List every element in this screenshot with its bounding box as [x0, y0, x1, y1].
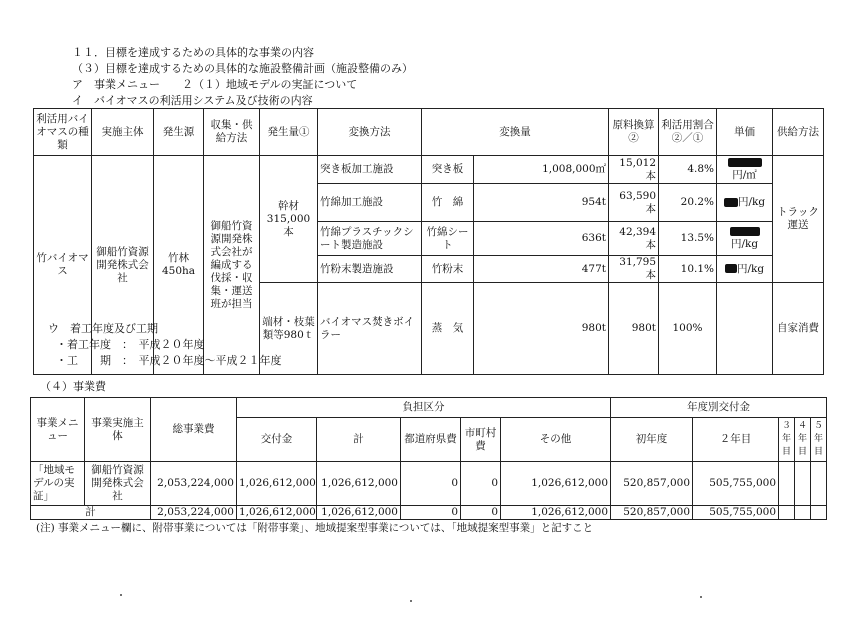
total-label: 計 — [31, 506, 151, 520]
header-conversion: 変換量 — [422, 109, 609, 156]
row5-method: バイオマス焚きボイラー — [318, 283, 422, 375]
row2-method: 竹綿加工施設 — [318, 184, 422, 222]
total-fifth — [811, 506, 827, 520]
header-first: 初年度 — [611, 418, 693, 462]
schedule-start: ・着工年度 ： 平成２０年度 — [56, 338, 205, 351]
cell-supply: トラック運送 — [773, 156, 824, 283]
header-sum: 計 — [317, 418, 401, 462]
row4-raw: 31,795本 — [609, 256, 659, 283]
header-yearly: 年度別交付金 — [611, 398, 827, 418]
header-line-3: ア 事業メニュー ２（１）地域モデルの実証について — [72, 78, 358, 91]
total-city: 0 — [461, 506, 501, 520]
scan-speck — [700, 596, 702, 598]
row2-qty: 954t — [474, 184, 609, 222]
header-line-2: （３）目標を達成するための具体的な施設整備計画（施設整備のみ） — [72, 62, 413, 75]
row-pref: 0 — [401, 462, 461, 506]
row2-product: 竹 綿 — [422, 184, 474, 222]
row5-product: 蒸 気 — [422, 283, 474, 375]
header-supply: 供給方法 — [773, 109, 824, 156]
header-method: 変換方法 — [318, 109, 422, 156]
redaction-mark — [725, 264, 737, 273]
row5-price — [717, 283, 773, 375]
row-fifth — [811, 462, 827, 506]
header-amount: 発生量① — [260, 109, 318, 156]
redaction-mark — [724, 198, 738, 207]
row4-qty: 477t — [474, 256, 609, 283]
row4-method: 竹粉末製造施設 — [318, 256, 422, 283]
row2-raw: 63,590本 — [609, 184, 659, 222]
row1-product: 突き板 — [422, 156, 474, 184]
row-sum: 1,026,612,000 — [317, 462, 401, 506]
cell-entity: 御船竹資源開発株式会社 — [92, 156, 154, 375]
row-second: 505,755,000 — [693, 462, 779, 506]
header-rate: 利活用割合②／① — [659, 109, 717, 156]
row-first: 520,857,000 — [611, 462, 693, 506]
header-biomass-type: 利活用バイオマスの種類 — [34, 109, 92, 156]
header-grant: 交付金 — [237, 418, 317, 462]
header-entity2: 事業実施主体 — [85, 398, 151, 462]
note: (注) 事業メニュー欄に、附帯事業については「附帯事業」、地域提案型事業については、「地域提案型事業」と記すこと — [36, 522, 594, 534]
row3-price-unit: 円/kg — [730, 237, 759, 250]
row1-rate: 4.8% — [659, 156, 717, 184]
header-city: 市町村費 — [461, 418, 501, 462]
row2-price — [717, 184, 773, 222]
scan-speck — [120, 594, 122, 596]
scan-speck — [410, 600, 412, 602]
row-fourth — [795, 462, 811, 506]
row1-qty: 1,008,000㎡ — [474, 156, 609, 184]
header-second: ２年目 — [693, 418, 779, 462]
cost-table — [30, 397, 827, 520]
header-raw: 原料換算② — [609, 109, 659, 156]
row3-qty: 636t — [474, 222, 609, 256]
total-sum: 1,026,612,000 — [317, 506, 401, 520]
row4-product: 竹粉末 — [422, 256, 474, 283]
row2-price-unit: 円/kg — [737, 196, 766, 208]
redaction-mark — [730, 227, 760, 236]
row-grant: 1,026,612,000 — [237, 462, 317, 506]
total-second: 505,755,000 — [693, 506, 779, 520]
cell-amount-2: 端材・枝葉類等980ｔ — [260, 283, 318, 375]
row4-rate: 10.1% — [659, 256, 717, 283]
header-fourth: ４年目 — [795, 418, 811, 462]
row1-method: 突き板加工施設 — [318, 156, 422, 184]
total-first: 520,857,000 — [611, 506, 693, 520]
total-other: 1,026,612,000 — [501, 506, 611, 520]
header-menu: 事業メニュー — [31, 398, 85, 462]
row2-rate: 20.2% — [659, 184, 717, 222]
schedule-title: ウ 着工年度及び工期 — [48, 322, 158, 335]
header-fifth: ５年目 — [811, 418, 827, 462]
total-grant: 1,026,612,000 — [237, 506, 317, 520]
schedule-period: ・工 期 ： 平成２０年度～平成２１年度 — [56, 354, 282, 367]
cell-collection: 御船竹資源開発株式会社が編成する伐採・収集・運送班が担当 — [204, 156, 260, 375]
row5-raw: 980t — [609, 283, 659, 375]
section4-title: （４）事業費 — [40, 380, 106, 393]
header-entity: 実施主体 — [92, 109, 154, 156]
redaction-mark — [728, 158, 762, 167]
row5-rate: 100% — [659, 283, 717, 375]
row1-raw: 15,012本 — [609, 156, 659, 184]
header-price: 単価 — [717, 109, 773, 156]
row-city: 0 — [461, 462, 501, 506]
row3-product: 竹綿シート — [422, 222, 474, 256]
row4-price — [717, 256, 773, 283]
header-burden: 負担区分 — [237, 398, 611, 418]
row4-price-unit: 円/kg — [736, 262, 765, 275]
row3-method: 竹綿プラスチックシート製造施設 — [318, 222, 422, 256]
header-third: ３年目 — [779, 418, 795, 462]
row3-raw: 42,394本 — [609, 222, 659, 256]
row5-qty: 980t — [474, 283, 609, 375]
header-line-4: イ バイオマスの利活用システム及び技術の内容 — [72, 94, 313, 107]
header-other: その他 — [501, 418, 611, 462]
row-entity: 御船竹資源開発株式会社 — [85, 462, 151, 506]
row1-price-unit: 円/㎡ — [732, 168, 757, 181]
cell-amount-1: 幹材315,000本 — [260, 156, 318, 283]
row3-rate: 13.5% — [659, 222, 717, 256]
row1-price — [717, 156, 773, 184]
row-other: 1,026,612,000 — [501, 462, 611, 506]
header-source: 発生源 — [154, 109, 204, 156]
total-pref: 0 — [401, 506, 461, 520]
row-menu: 「地域モデルの実証」 — [31, 462, 85, 506]
biomass-table — [33, 108, 824, 156]
header-line-1: １１．目標を達成するための具体的な事業の内容 — [72, 46, 314, 59]
row3-price — [717, 222, 773, 256]
cell-source: 竹林450ha — [154, 156, 204, 375]
row-third — [779, 462, 795, 506]
total-total: 2,053,224,000 — [151, 506, 237, 520]
header-total: 総事業費 — [151, 398, 237, 462]
cell-biomass-type: 竹バイオマス — [34, 156, 92, 375]
header-pref: 都道府県費 — [401, 418, 461, 462]
row5-supply: 自家消費 — [773, 283, 824, 375]
total-third — [779, 506, 795, 520]
row-total: 2,053,224,000 — [151, 462, 237, 506]
header-collection: 収集・供給方法 — [204, 109, 260, 156]
total-fourth — [795, 506, 811, 520]
